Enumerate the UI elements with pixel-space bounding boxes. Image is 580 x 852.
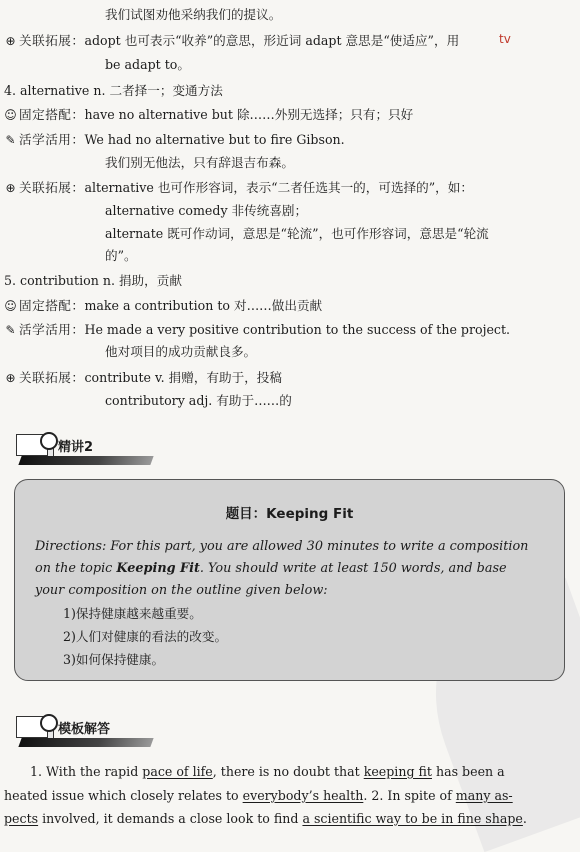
answer-line: 1. With the rapid pace of life, there is no doubt that keeping fit has been a [30, 764, 505, 779]
directions-line: your composition on the outline given below: [35, 583, 328, 598]
collocation-row: ☺ 固定搭配：have no alternative but 除……外别无选择；只有；只好 [4, 107, 414, 122]
section-header-jingjiang [14, 428, 164, 468]
practice-row: ✎ 活学活用：We had no alternative but to fire Gibson. [5, 132, 345, 147]
section-label: 精讲2 [58, 440, 94, 455]
answer-line: pects involved, it demands a close look to find a scientific way to be in fine shape. [4, 811, 527, 826]
extension-icon: ⊕ [5, 181, 16, 195]
extension-text: contributory adj. 有助于……的 [105, 393, 292, 408]
vocab-entry-4: 4. alternative n. 二者择一；变通方法 [4, 83, 223, 98]
header-underline-bar [18, 738, 153, 747]
vocab-entry-5: 5. contribution n. 捐助，贡献 [4, 273, 182, 288]
practice-row: ✎ 活学活用：He made a very positive contribution to the success of the project. [5, 322, 511, 337]
extension-icon: ⊕ [5, 371, 16, 385]
smile-icon: ☺ [4, 108, 17, 122]
smile-icon: ☺ [4, 299, 17, 313]
section-header-template [14, 710, 164, 750]
example-translation: 我们试图劝他采纳我们的提议。 [105, 7, 282, 22]
directions-line: Directions: For this part, you are allowed 30 minutes to write a composition [35, 539, 529, 554]
section-label: 模板解答 [58, 722, 111, 737]
extension-row: ⊕ 关联拓展：adopt 也可表示“收养”的意思，形近词 adapt 意思是“使适应”，用 [5, 33, 460, 48]
outline-point: 1)保持健康越来越重要。 [63, 606, 202, 621]
collocation-row: ☺ 固定搭配：make a contribution to 对……做出贡献 [4, 298, 323, 313]
answer-line: heated issue which closely relates to everybody’s health. 2. In spite of many as- [4, 788, 513, 803]
extension-text: alternate 既可作动词，意思是“轮流”，也可作形容词，意思是“轮流 [105, 226, 489, 241]
pen-icon: ✎ [5, 133, 16, 147]
directions-line: on the topic Keeping Fit. You should write at least 150 words, and base [35, 561, 507, 576]
outline-point: 3)如何保持健康。 [63, 652, 165, 667]
task-title: 题目：Keeping Fit [225, 506, 354, 522]
header-underline-bar [18, 456, 153, 465]
pen-icon: ✎ [5, 323, 16, 337]
practice-translation: 他对项目的成功贡献良多。 [105, 344, 257, 359]
task-box [14, 479, 565, 681]
extension-text: 的”。 [105, 248, 137, 263]
practice-translation: 我们别无他法，只有辞退吉布森。 [105, 155, 294, 170]
extension-text: alternative comedy 非传统喜剧； [105, 203, 308, 218]
extension-text: be adapt to。 [105, 57, 190, 72]
extension-row: ⊕ 关联拓展：alternative 也可作形容词，表示“二者任选其一的，可选择的”，如： [5, 180, 473, 195]
outline-point: 2)人们对健康的看法的改变。 [63, 629, 228, 644]
extension-row: ⊕ 关联拓展：contribute v. 捐赠，有助于，投稿 [5, 370, 282, 385]
extension-icon: ⊕ [5, 34, 16, 48]
red-handwritten-mark: tv [499, 32, 511, 46]
